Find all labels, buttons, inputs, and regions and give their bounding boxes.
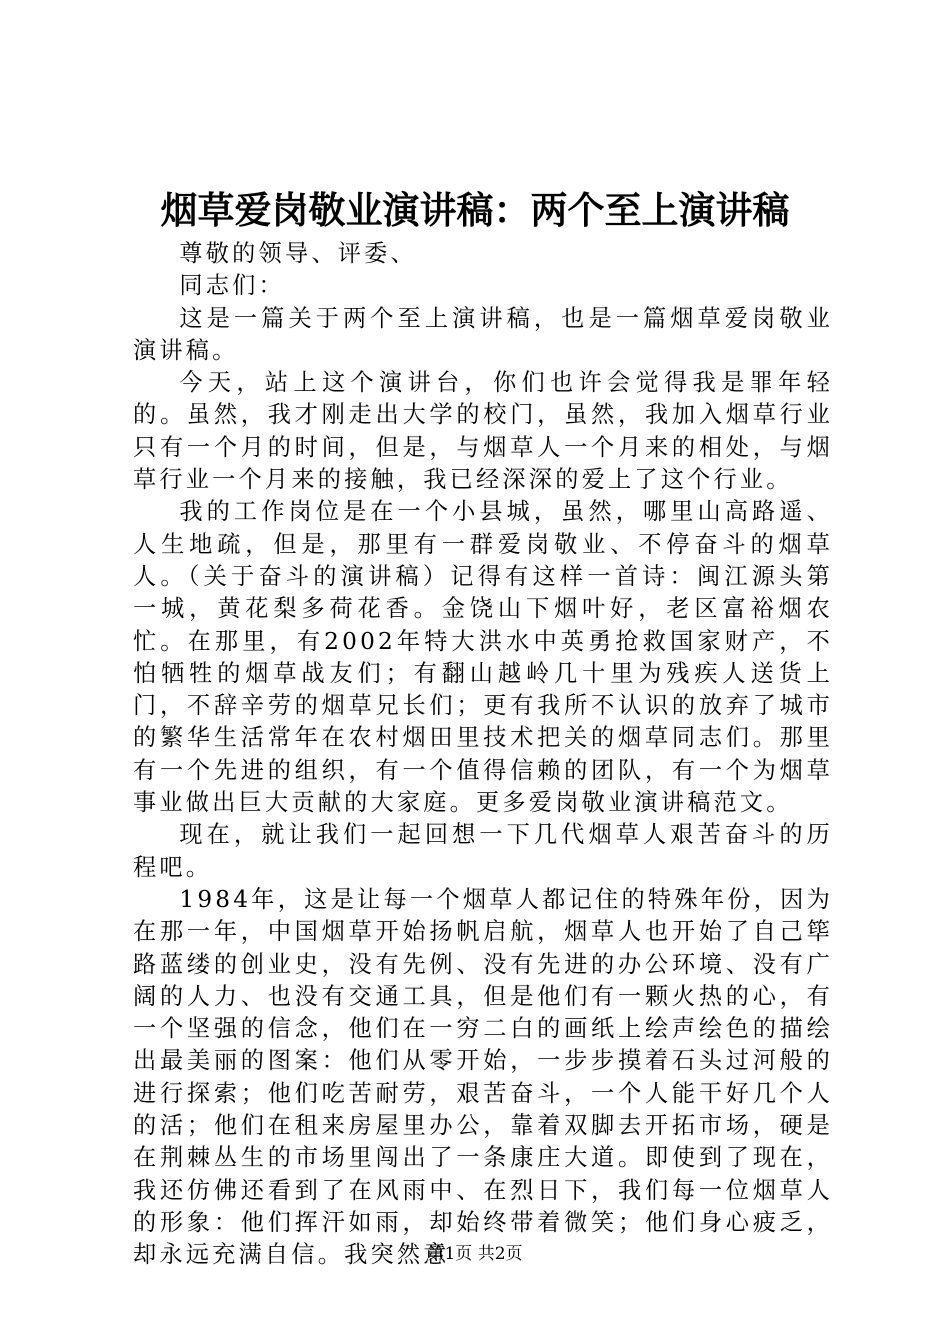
salutation-line-1: 尊敬的领导、评委、 [179,240,417,267]
document-title: 烟草爱岗敬业演讲稿：两个至上演讲稿 [160,188,790,232]
body-paragraph: 这是一篇关于两个至上演讲稿，也是一篇烟草爱岗敬业演讲稿。 [133,304,833,364]
body-paragraph: 1984年，这是让每一个烟草人都记住的特殊年份，因为在那一年，中国烟草开始扬帆启航，烟草人也开始了自己筚路蓝缕的创业史，没有先例、没有先进的办公环境、没有广阔的人力、也没有交通工具，但是他们有一颗火热的心，有一个坚强的信念，他们在一穷二白的画纸上绘声绘色的描绘出最美丽的图案：他们从零开始，一步步摸着石头过河般的进行探索；他们吃苦耐劳，艰苦奋斗，一个人能干好几个人的活；他们在租来房屋里办公，靠着双脚去开拓市场，硬是在荆棘丛生的市场里闯出了一条康庄大道。即使到了现在，我还仿佛还看到了在风雨中、在烈日下，我们每一位烟草人的形象：他们挥汗如雨，却始终带着微笑；他们身心疲乏，却永远充满自信。我突然意 [133,885,833,1269]
body-paragraph: 今天，站上这个演讲台，你们也许会觉得我是罪年轻的。虽然，我才刚走出大学的校门，虽然，我加入烟草行业只有一个月的时间，但是，与烟草人一个月来的相处，与烟草行业一个月来的接触，我已经深深的爱上了这个行业。 [133,369,833,494]
document-body [133,238,833,1272]
body-paragraph: 现在，就让我们一起回想一下几代烟草人艰苦奋斗的历程吧。 [133,821,833,881]
page-number-footer: 第1页 共2页 [427,1244,523,1264]
salutation-line-2: 同志们： [179,272,285,300]
body-paragraph: 我的工作岗位是在一个小县城，虽然，哪里山高路遥、人生地疏，但是，那里有一群爱岗敬业、不停奋斗的烟草人。（关于奋斗的演讲稿）记得有这样一首诗：闽江源头第一城，黄花梨多荷花香。金饶山下烟叶好，老区富裕烟农忙。在那里，有2002年特大洪水中英勇抢救国家财产，不怕牺牲的烟草战友们；有翻山越岭几十里为残疾人送货上门，不辞辛劳的烟草兄长们；更有我所不认识的放弃了城市的繁华生活常年在农村烟田里技术把关的烟草同志们。那里有一个先进的组织，有一个值得信赖的团队，有一个为烟草事业做出巨大贡献的大家庭。更多爱岗敬业演讲稿范文。 [133,498,833,817]
